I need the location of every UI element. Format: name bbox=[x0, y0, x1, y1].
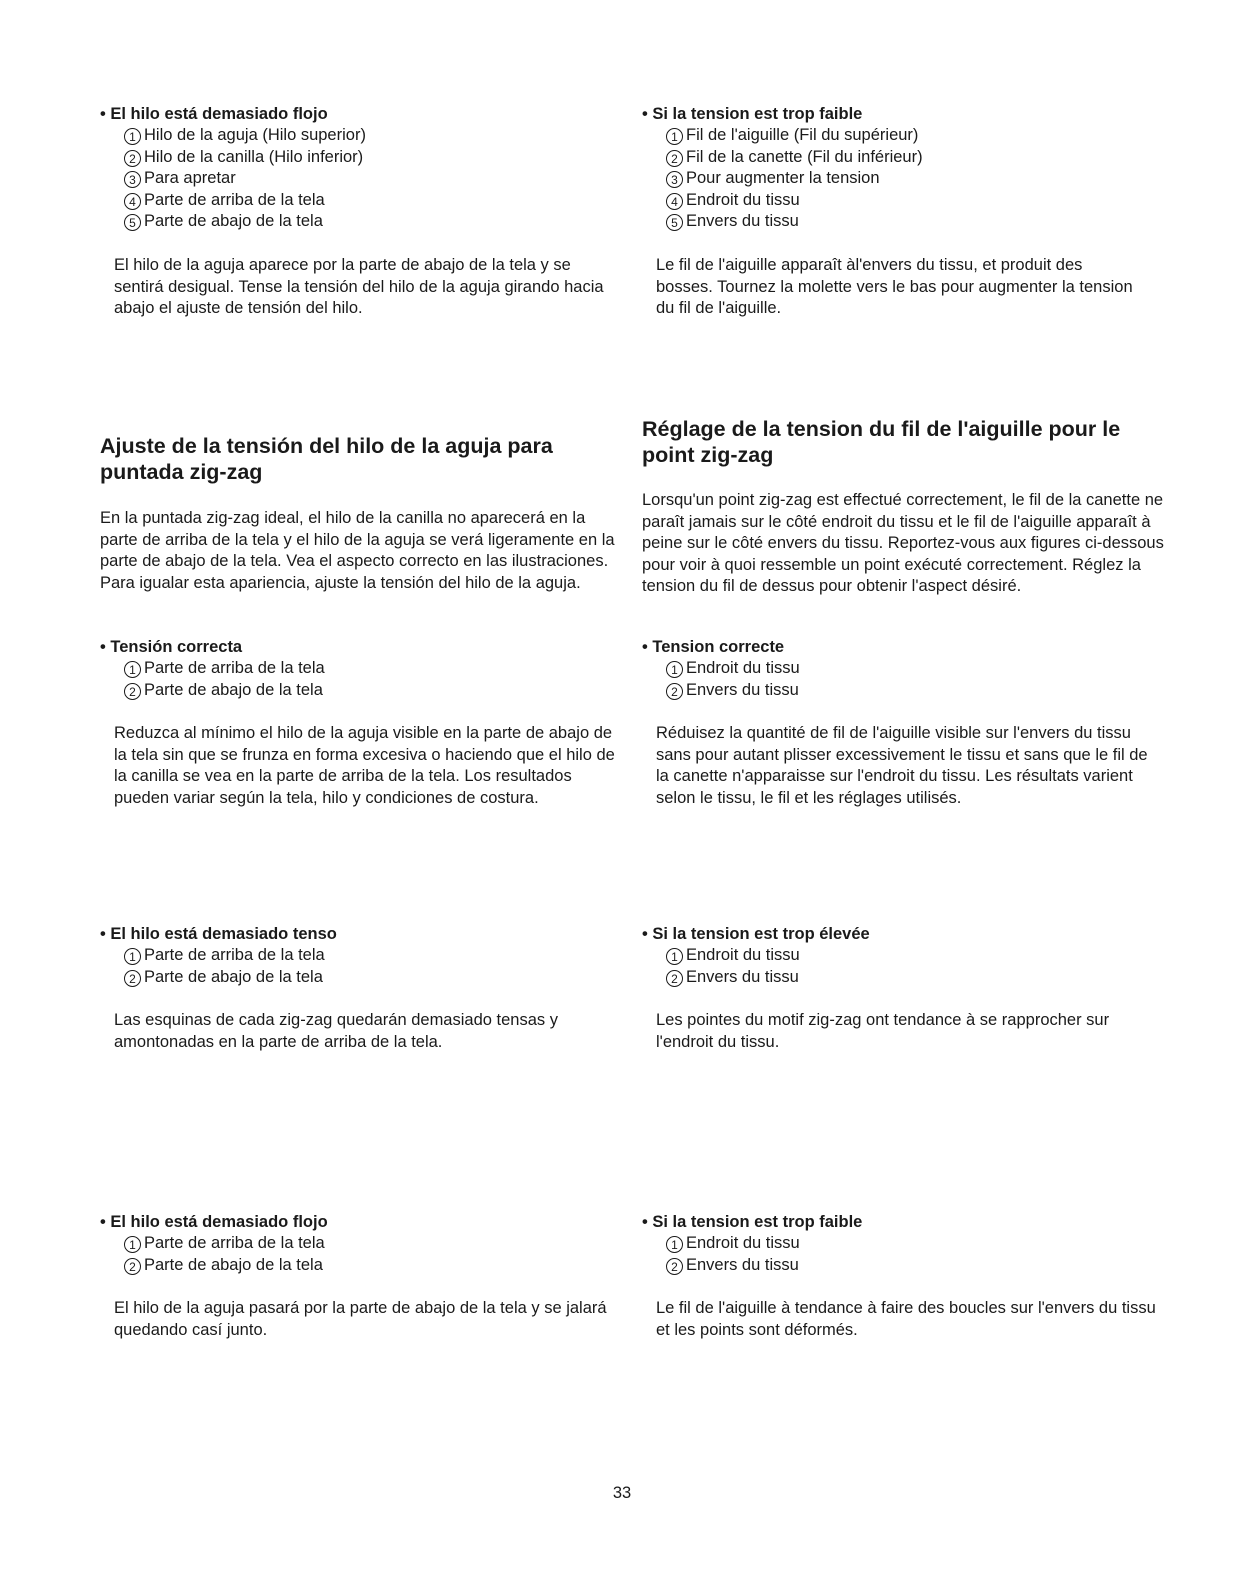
es-flojo1-title: • El hilo está demasiado flojo bbox=[100, 103, 620, 125]
es-heading: Ajuste de la tensión del hilo de la aguja para puntada zig-zag bbox=[100, 434, 553, 484]
list-item: 2 Envers du tissu bbox=[666, 1255, 1172, 1277]
callout-2-icon: 2 bbox=[666, 970, 683, 987]
es-correcta-list bbox=[100, 658, 620, 701]
list-item: 2 Envers du tissu bbox=[666, 967, 1172, 989]
callout-5-icon: 5 bbox=[124, 214, 141, 231]
fr-correcte-title: • Tension correcte bbox=[642, 636, 1172, 658]
callout-4-icon: 4 bbox=[666, 193, 683, 210]
es-correcta-title: • Tensión correcta bbox=[100, 636, 620, 658]
callout-1-icon: 1 bbox=[124, 948, 141, 965]
es-flojo1-section bbox=[100, 103, 620, 320]
list-item: 2 Parte de abajo de la tela bbox=[124, 967, 620, 989]
fr-correcte-section bbox=[642, 636, 1172, 810]
callout-2-icon: 2 bbox=[124, 150, 141, 167]
fr-intro: Lorsqu'un point zig-zag est effectué correctement, le fil de la canette ne paraît jamais sur le côté endroit du tissu et le fil de l'aiguille apparaît à peine sur le côté envers du tissu. Reportez-vous aux figures ci-dessous pour voir à quoi ressemble un point exécuté correctement. Réglez la tension du fil de dessus pour obtenir l'aspect désiré. bbox=[642, 491, 1164, 596]
fr-faible1-text: Le fil de l'aiguille apparaît àl'envers du tissu, et produit des bosses. Tournez la molette vers le bas pour augmenter la tension du fil de l'aiguille. bbox=[656, 255, 1133, 318]
list-item: 2 Parte de abajo de la tela bbox=[124, 680, 620, 702]
callout-2-icon: 2 bbox=[666, 1258, 683, 1275]
list-item: 4 Parte de arriba de la tela bbox=[124, 190, 620, 212]
es-tenso-title: • El hilo está demasiado tenso bbox=[100, 923, 620, 945]
fr-elevee-title: • Si la tension est trop élevée bbox=[642, 923, 1172, 945]
callout-1-icon: 1 bbox=[666, 1236, 683, 1253]
fr-faible2-section bbox=[642, 1211, 1172, 1341]
list-item: 5 Parte de abajo de la tela bbox=[124, 211, 620, 233]
list-item: 1 Endroit du tissu bbox=[666, 945, 1172, 967]
fr-correcte-text: Réduisez la quantité de fil de l'aiguille visible sur l'envers du tissu sans pour autant plisser excessivement le tissu et sans que le fil de la canette n'apparaisse sur l'endroit du tissu. Les résultats varient selon le tissu, le fil et les réglages utilisés. bbox=[656, 724, 1148, 807]
es-tenso-text: Las esquinas de cada zig-zag quedarán demasiado tensas y amontonadas en la parte de arriba de la tela. bbox=[114, 1011, 558, 1051]
fr-elevee-section bbox=[642, 923, 1172, 1053]
list-item: 1 Endroit du tissu bbox=[666, 1233, 1172, 1255]
list-item: 2 Envers du tissu bbox=[666, 680, 1172, 702]
callout-3-icon: 3 bbox=[666, 171, 683, 188]
es-tenso-section bbox=[100, 923, 620, 1053]
list-item: 5 Envers du tissu bbox=[666, 211, 1172, 233]
callout-2-icon: 2 bbox=[124, 970, 141, 987]
es-flojo2-section bbox=[100, 1211, 620, 1341]
list-item: 2 Parte de abajo de la tela bbox=[124, 1255, 620, 1277]
list-item: 2 Hilo de la canilla (Hilo inferior) bbox=[124, 147, 620, 169]
fr-faible2-title: • Si la tension est trop faible bbox=[642, 1211, 1172, 1233]
list-item: 3 Para apretar bbox=[124, 168, 620, 190]
fr-correcte-list bbox=[642, 658, 1172, 701]
es-intro: En la puntada zig-zag ideal, el hilo de la canilla no aparecerá en la parte de arriba de la tela y el hilo de la aguja se verá ligeramente en la parte de abajo de la tela. Vea el aspecto correcto en las ilustraciones. Para igualar esta apariencia, ajuste la tensión del hilo de la aguja. bbox=[100, 509, 615, 592]
callout-1-icon: 1 bbox=[124, 128, 141, 145]
fr-faible1-section bbox=[642, 103, 1172, 320]
callout-4-icon: 4 bbox=[124, 193, 141, 210]
es-flojo2-list bbox=[100, 1233, 620, 1276]
callout-1-icon: 1 bbox=[666, 661, 683, 678]
list-item: 1 Hilo de la aguja (Hilo superior) bbox=[124, 125, 620, 147]
list-item: 1 Parte de arriba de la tela bbox=[124, 1233, 620, 1255]
fr-elevee-list bbox=[642, 945, 1172, 988]
list-item: 1 Endroit du tissu bbox=[666, 658, 1172, 680]
fr-faible2-list bbox=[642, 1233, 1172, 1276]
list-item: 1 Parte de arriba de la tela bbox=[124, 658, 620, 680]
callout-2-icon: 2 bbox=[124, 683, 141, 700]
es-flojo2-text: El hilo de la aguja pasará por la parte de abajo de la tela y se jalará quedando casí junto. bbox=[114, 1299, 607, 1339]
list-item: 2 Fil de la canette (Fil du inférieur) bbox=[666, 147, 1172, 169]
es-correcta-section bbox=[100, 636, 620, 810]
fr-heading: Réglage de la tension du fil de l'aiguille pour le point zig-zag bbox=[642, 417, 1121, 467]
callout-2-icon: 2 bbox=[124, 1258, 141, 1275]
list-item: 1 Parte de arriba de la tela bbox=[124, 945, 620, 967]
callout-3-icon: 3 bbox=[124, 171, 141, 188]
callout-2-icon: 2 bbox=[666, 150, 683, 167]
callout-2-icon: 2 bbox=[666, 683, 683, 700]
es-flojo2-title: • El hilo está demasiado flojo bbox=[100, 1211, 620, 1233]
fr-elevee-text: Les pointes du motif zig-zag ont tendance à se rapprocher sur l'endroit du tissu. bbox=[656, 1011, 1110, 1051]
es-correcta-text: Reduzca al mínimo el hilo de la aguja visible en la parte de abajo de la tela sin que se frunza en forma excesiva o haciendo que el hilo de la canilla se vea en la parte de arriba de la tela. Los resultados pueden variar según la tela, hilo y condiciones de costura. bbox=[114, 724, 615, 807]
callout-1-icon: 1 bbox=[124, 1236, 141, 1253]
es-flojo1-list bbox=[100, 125, 620, 233]
fr-faible2-text: Le fil de l'aiguille à tendance à faire des boucles sur l'envers du tissu et les points sont déformés. bbox=[656, 1299, 1156, 1339]
list-item: 3 Pour augmenter la tension bbox=[666, 168, 1172, 190]
callout-1-icon: 1 bbox=[666, 128, 683, 145]
callout-5-icon: 5 bbox=[666, 214, 683, 231]
es-tenso-list bbox=[100, 945, 620, 988]
list-item: 4 Endroit du tissu bbox=[666, 190, 1172, 212]
es-flojo1-text: El hilo de la aguja aparece por la parte de abajo de la tela y se sentirá desigual. Tense la tensión del hilo de la aguja girando hacia abajo el ajuste de tensión del hilo. bbox=[114, 255, 604, 318]
fr-faible1-title: • Si la tension est trop faible bbox=[642, 103, 1172, 125]
page-number: 33 bbox=[612, 1484, 632, 1502]
callout-1-icon: 1 bbox=[124, 661, 141, 678]
list-item: 1 Fil de l'aiguille (Fil du supérieur) bbox=[666, 125, 1172, 147]
callout-1-icon: 1 bbox=[666, 948, 683, 965]
fr-faible1-list bbox=[642, 125, 1172, 233]
